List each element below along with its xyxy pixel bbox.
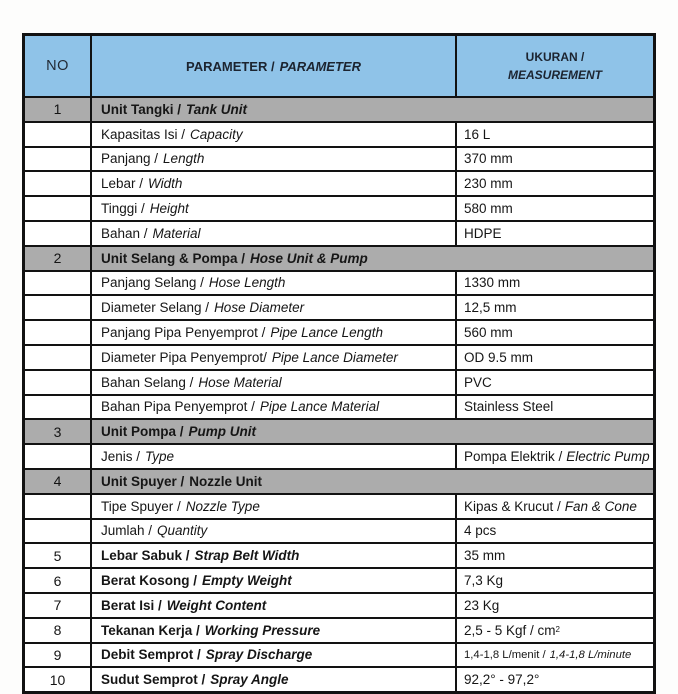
- row-number: 9: [53, 646, 62, 663]
- header-measurement-main: UKURAN /: [525, 50, 585, 64]
- parameter-label-en: Quantity: [157, 523, 208, 539]
- measurement-value: OD 9.5 mm: [464, 349, 534, 365]
- cell-no: [25, 247, 92, 270]
- parameter-label-id: Lebar /: [101, 176, 144, 192]
- row-number: 1: [53, 101, 62, 118]
- parameter-label-id: Sudut Semprot /: [101, 672, 206, 688]
- cell-no: [25, 544, 92, 567]
- header-cell-parameter: [92, 36, 457, 96]
- parameter-label-id: Tinggi /: [101, 201, 145, 217]
- parameter-label-en: Material: [152, 225, 201, 241]
- measurement-value: 580 mm: [464, 201, 513, 217]
- cell-no: [25, 644, 92, 667]
- row-number: 8: [53, 622, 62, 639]
- cell-measurement: [457, 346, 653, 369]
- parameter-label-id: Panjang /: [101, 151, 159, 167]
- parameter-label-id: Diameter Selang /: [101, 300, 210, 316]
- cell-measurement: [457, 123, 653, 146]
- cell-parameter: [92, 495, 457, 518]
- spec-row: [25, 220, 653, 245]
- cell-no: [25, 272, 92, 295]
- header-cell-measurement: [457, 36, 653, 96]
- parameter-label-id: Debit Semprot /: [101, 647, 201, 663]
- cell-no: [25, 569, 92, 592]
- row-number: 7: [53, 597, 62, 614]
- parameter-label-en: Hose Diameter: [214, 300, 305, 316]
- parameter-label-en: Pipe Lance Material: [259, 399, 380, 415]
- cell-no: [25, 470, 92, 493]
- section-label-id: Unit Spuyer /: [101, 473, 185, 489]
- cell-measurement: [457, 197, 653, 220]
- parameter-label-en: Spray Angle: [210, 672, 289, 688]
- parameter-label-en: Weight Content: [166, 597, 267, 613]
- cell-no: [25, 98, 92, 121]
- spec-row: [25, 666, 653, 691]
- cell-measurement: [457, 569, 653, 592]
- measurement-value: Pompa Elektrik /: [464, 449, 563, 465]
- measurement-value-en: Electric Pump: [566, 449, 650, 465]
- cell-no: [25, 420, 92, 443]
- cell-parameter: [92, 619, 457, 642]
- spec-row: [25, 567, 653, 592]
- parameter-label-id: Tekanan Kerja /: [101, 622, 200, 638]
- cell-parameter: [92, 445, 457, 468]
- parameter-label-id: Panjang Pipa Penyemprot /: [101, 325, 266, 341]
- cell-measurement: [457, 371, 653, 394]
- section-row: [25, 96, 653, 121]
- row-number: 6: [53, 572, 62, 589]
- measurement-value: PVC: [464, 374, 492, 390]
- cell-parameter: [92, 594, 457, 617]
- parameter-label-en: Width: [148, 176, 183, 192]
- cell-parameter: [92, 396, 457, 419]
- cell-measurement: [457, 644, 653, 667]
- parameter-label-en: Length: [163, 151, 205, 167]
- cell-no: [25, 371, 92, 394]
- section-label-en: Tank Unit: [186, 101, 248, 117]
- measurement-value: 35 mm: [464, 548, 506, 564]
- measurement-value: 4 pcs: [464, 523, 497, 539]
- parameter-label-en: Height: [149, 201, 189, 217]
- spec-row: [25, 592, 653, 617]
- cell-no: [25, 495, 92, 518]
- parameter-label-id: Panjang Selang /: [101, 275, 204, 291]
- cell-no: [25, 445, 92, 468]
- spec-row: [25, 642, 653, 667]
- spec-row: [25, 195, 653, 220]
- cell-measurement: [457, 445, 653, 468]
- cell-parameter: [92, 371, 457, 394]
- cell-measurement: [457, 272, 653, 295]
- cell-parameter: [92, 544, 457, 567]
- cell-measurement: [457, 668, 653, 691]
- section-label-en: Pump Unit: [188, 424, 257, 440]
- cell-parameter: [92, 668, 457, 691]
- parameter-label-id: Bahan Selang /: [101, 374, 194, 390]
- cell-no: [25, 222, 92, 245]
- cell-section-title: [92, 247, 653, 270]
- header-measurement-italic: MEASUREMENT: [507, 68, 602, 82]
- spec-row: [25, 542, 653, 567]
- spec-row: [25, 344, 653, 369]
- parameter-label-id: Diameter Pipa Penyemprot/: [101, 349, 267, 365]
- cell-parameter: [92, 644, 457, 667]
- measurement-value: 370 mm: [464, 151, 513, 167]
- spec-row: [25, 518, 653, 543]
- cell-parameter: [92, 346, 457, 369]
- cell-measurement: [457, 544, 653, 567]
- section-label-en: Hose Unit & Pump: [250, 250, 368, 266]
- measurement-value: 7,3 Kg: [464, 573, 504, 589]
- measurement-value: Kipas & Krucut /: [464, 498, 561, 514]
- spec-row: [25, 121, 653, 146]
- parameter-label-en: Strap Belt Width: [194, 548, 300, 564]
- measurement-value: Stainless Steel: [464, 399, 554, 415]
- cell-measurement: [457, 495, 653, 518]
- measurement-value: HDPE: [464, 225, 502, 241]
- cell-section-title: [92, 420, 653, 443]
- measurement-value: 16 L: [464, 126, 491, 142]
- cell-no: [25, 396, 92, 419]
- parameter-label-id: Jenis /: [101, 449, 141, 465]
- header-parameter-main: PARAMETER /: [186, 58, 275, 74]
- cell-no: [25, 520, 92, 543]
- cell-no: [25, 296, 92, 319]
- section-row: [25, 468, 653, 493]
- spec-row: [25, 170, 653, 195]
- measurement-value: 23 Kg: [464, 597, 500, 613]
- parameter-label-id: Bahan /: [101, 225, 148, 241]
- row-number: 3: [53, 423, 62, 440]
- cell-parameter: [92, 172, 457, 195]
- measurement-value: 12,5 mm: [464, 300, 517, 316]
- cell-no: [25, 123, 92, 146]
- section-label-id: Unit Tangki /: [101, 101, 181, 117]
- cell-parameter: [92, 197, 457, 220]
- parameter-label-id: Lebar Sabuk /: [101, 548, 190, 564]
- cell-no: [25, 594, 92, 617]
- section-label-id: Unit Pompa /: [101, 424, 184, 440]
- header-cell-no: NO: [25, 36, 92, 96]
- cell-no: [25, 197, 92, 220]
- section-label-id: Unit Selang & Pompa /: [101, 250, 246, 266]
- cell-measurement: [457, 520, 653, 543]
- cell-measurement: [457, 148, 653, 171]
- cell-parameter: [92, 321, 457, 344]
- measurement-value: 2,5 - 5 Kgf / cm: [464, 622, 556, 638]
- spec-row: [25, 270, 653, 295]
- cell-parameter: [92, 569, 457, 592]
- cell-parameter: [92, 148, 457, 171]
- parameter-label-en: Spray Discharge: [205, 647, 313, 663]
- row-number: 2: [53, 250, 62, 267]
- measurement-value: 230 mm: [464, 176, 513, 192]
- cell-no: [25, 172, 92, 195]
- measurement-value: 92,2° - 97,2°: [464, 672, 540, 688]
- parameter-label-en: Pipe Lance Length: [270, 325, 383, 341]
- parameter-label-id: Bahan Pipa Penyemprot /: [101, 399, 255, 415]
- cell-measurement: [457, 396, 653, 419]
- cell-parameter: [92, 520, 457, 543]
- measurement-value-en: 1,4-1,8 L/minute: [549, 648, 632, 661]
- spec-rows: [25, 96, 653, 691]
- row-number: 5: [53, 547, 62, 564]
- section-row: [25, 418, 653, 443]
- cell-measurement: [457, 222, 653, 245]
- cell-parameter: [92, 272, 457, 295]
- cell-no: [25, 148, 92, 171]
- cell-measurement: 2,5 - 5 Kgf / cm 2: [464, 622, 560, 638]
- spec-row: [25, 617, 653, 642]
- cell-no: [25, 619, 92, 642]
- spec-row: [25, 294, 653, 319]
- cell-measurement: [457, 172, 653, 195]
- parameter-label-id: Berat Isi /: [101, 597, 162, 613]
- parameter-label-en: Type: [145, 449, 175, 465]
- cell-parameter: [92, 296, 457, 319]
- cell-measurement: [457, 321, 653, 344]
- cell-measurement: [457, 296, 653, 319]
- section-row: [25, 245, 653, 270]
- parameter-label-en: Empty Weight: [202, 573, 292, 589]
- measurement-value: 560 mm: [464, 325, 513, 341]
- parameter-label-id: Jumlah /: [101, 523, 153, 539]
- spec-row: [25, 319, 653, 344]
- parameter-label-en: Capacity: [190, 126, 243, 142]
- spec-row: [25, 394, 653, 419]
- cell-measurement: [457, 594, 653, 617]
- header-parameter-italic: PARAMETER: [279, 58, 361, 74]
- row-number: 4: [53, 473, 62, 490]
- parameter-label-en: Pipe Lance Diameter: [271, 349, 398, 365]
- table-header-row: [25, 36, 653, 96]
- cell-no: [25, 668, 92, 691]
- cell-parameter: [92, 123, 457, 146]
- cell-parameter: [92, 222, 457, 245]
- cell-section-title: [92, 98, 653, 121]
- cell-section-title: [92, 470, 653, 493]
- parameter-label-en: Working Pressure: [204, 622, 321, 638]
- cell-no: [25, 346, 92, 369]
- parameter-label-id: Tipe Spuyer /: [101, 498, 181, 514]
- parameter-label-id: Berat Kosong /: [101, 573, 198, 589]
- specification-table: [22, 33, 656, 694]
- spec-row: [25, 369, 653, 394]
- measurement-value: 1,4-1,8 L/menit /: [464, 648, 546, 661]
- row-number: 10: [49, 671, 66, 688]
- parameter-label-en: Hose Length: [208, 275, 286, 291]
- section-label-en: Nozzle Unit: [189, 473, 263, 489]
- parameter-label-id: Kapasitas Isi /: [101, 126, 186, 142]
- measurement-value-en: Fan & Cone: [564, 498, 637, 514]
- spec-row: [25, 443, 653, 468]
- parameter-label-en: Hose Material: [198, 374, 282, 390]
- parameter-label-en: Nozzle Type: [185, 498, 260, 514]
- cell-no: [25, 321, 92, 344]
- spec-row: [25, 146, 653, 171]
- spec-row: [25, 493, 653, 518]
- measurement-value: 1330 mm: [464, 275, 521, 291]
